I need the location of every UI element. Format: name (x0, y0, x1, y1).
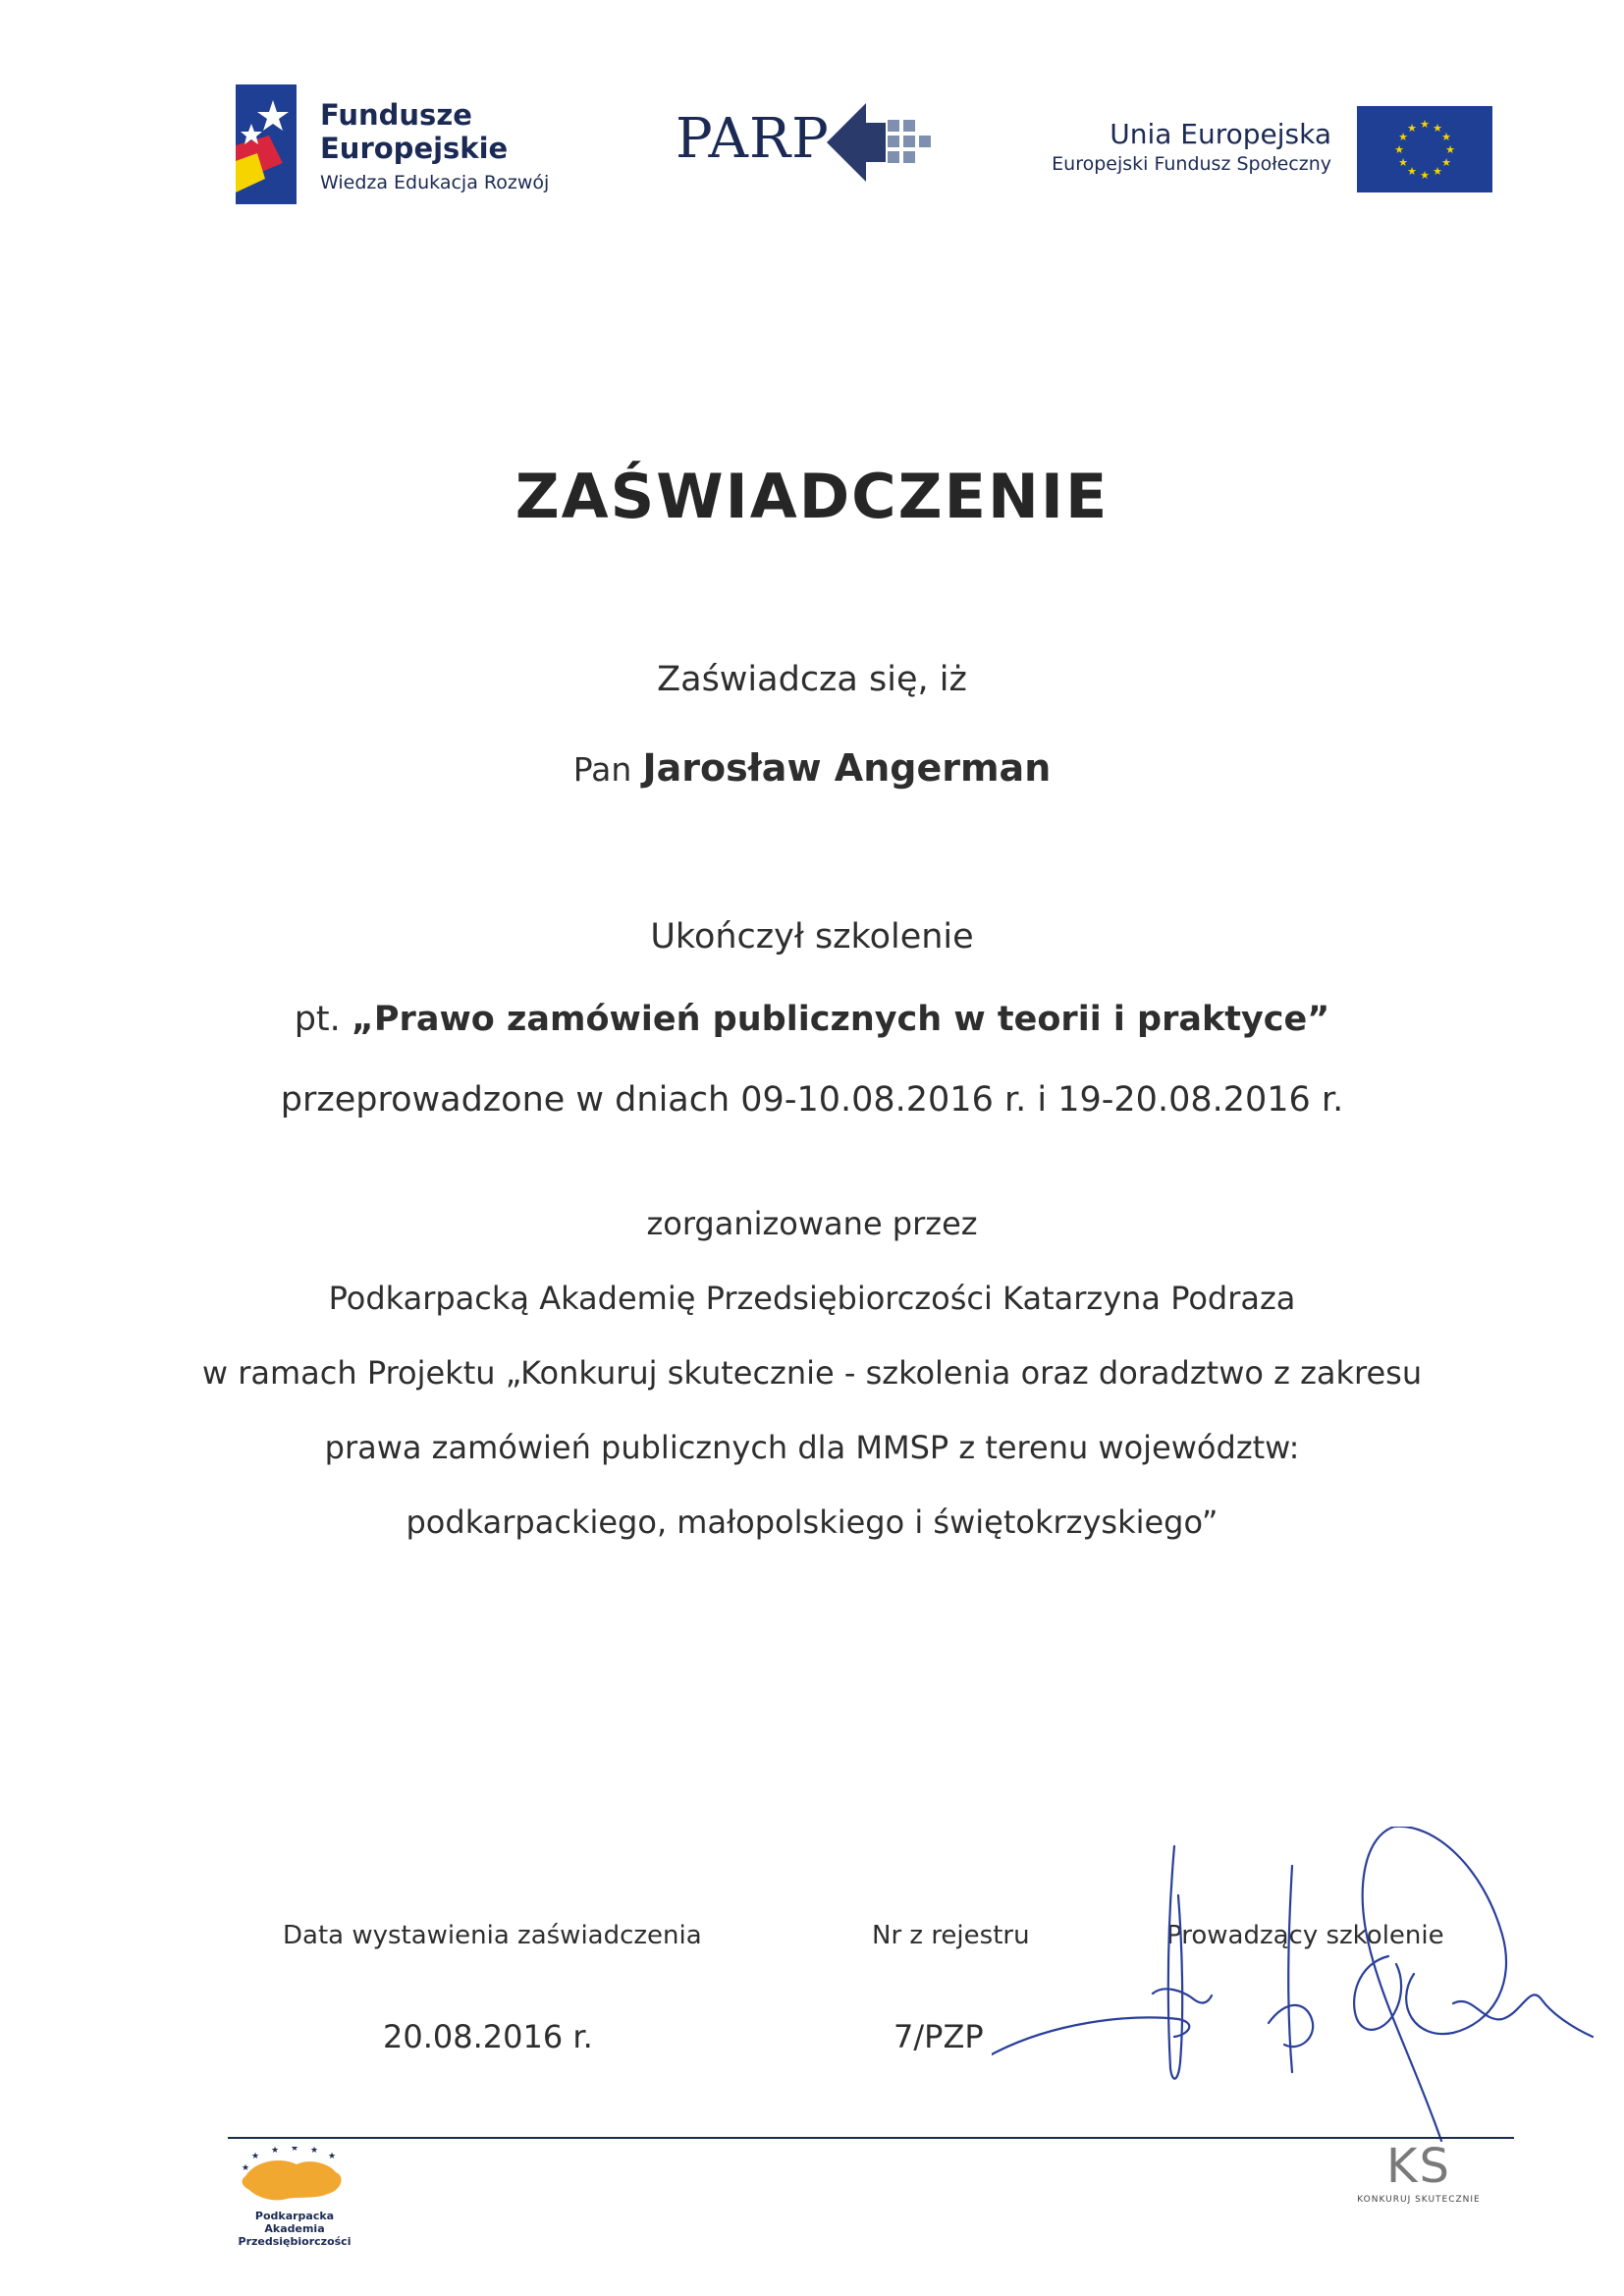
svg-text:★: ★ (1407, 165, 1417, 178)
svg-text:★: ★ (1441, 131, 1451, 143)
issue-date-label: Data wystawienia zaświadczenia (283, 1921, 702, 1950)
parp-logo-text: PARP (676, 107, 830, 171)
ks-logo-mark: KS (1386, 2139, 1451, 2194)
eu-flag-icon (1357, 106, 1492, 192)
svg-text:★: ★ (309, 2147, 319, 2156)
pap-logo-line1: Podkarpacka Akademia (254, 2210, 335, 2235)
fundusze-line1: Fundusze (320, 98, 472, 132)
fundusze-europejskie-text (320, 98, 575, 196)
svg-text:★: ★ (250, 2152, 260, 2161)
svg-text:★: ★ (1398, 131, 1408, 143)
svg-text:★: ★ (1445, 143, 1455, 156)
project-line-2: prawa zamówień publicznych dla MMSP z terenu województw: (324, 1429, 1300, 1466)
footer-divider (228, 2137, 1514, 2139)
svg-text:★: ★ (1433, 165, 1442, 178)
course-title: „Prawo zamówień publicznych w teorii i praktyce” (351, 1000, 1330, 1039)
podkarpacka-akademia-logo (226, 2147, 363, 2248)
issue-date-value: 20.08.2016 r. (383, 2018, 593, 2055)
svg-text:★: ★ (1398, 156, 1408, 169)
recipient-name: Jarosław Angerman (642, 746, 1052, 790)
svg-text:★: ★ (1433, 122, 1442, 135)
signature-icon (992, 1827, 1600, 2151)
fundusze-europejskie-emblem-icon (236, 84, 297, 204)
trainer-label: Prowadzący szkolenie (1166, 1921, 1444, 1950)
project-line-1: w ramach Projektu „Konkuruj skutecznie - szkolenia oraz doradztwo z zakresu (201, 1354, 1423, 1392)
ue-text (1011, 118, 1331, 177)
certificate-intro: Zaświadcza się, iż (657, 660, 967, 699)
svg-text:★: ★ (1407, 122, 1417, 135)
project-line-3: podkarpackiego, małopolskiego i świętokrzyskiego” (406, 1503, 1218, 1541)
svg-text:★: ★ (1420, 169, 1430, 182)
svg-text:★: ★ (1441, 156, 1451, 169)
certificate-title: ZAŚWIADCZENIE (514, 461, 1110, 532)
ks-logo-text: KONKURUJ SKUTECZNIE (1357, 2195, 1481, 2205)
trainer-signature (992, 1827, 1600, 2151)
organizer-name: Podkarpacką Akademię Przedsiębiorczości Katarzyna Podraza (328, 1280, 1296, 1317)
parp-arrow-icon (827, 98, 935, 187)
course-dates: przeprowadzone w dniach 09-10.08.2016 r. i 19-20.08.2016 r. (280, 1080, 1344, 1120)
eu-flag (1357, 106, 1492, 192)
course-prefix: pt. (294, 1000, 341, 1039)
europe-map-icon (226, 2147, 363, 2206)
ue-subtitle: Europejski Fundusz Społeczny (1052, 153, 1331, 175)
svg-text:★: ★ (1420, 118, 1430, 131)
recipient-line (0, 746, 1624, 792)
parp-logo (827, 98, 935, 187)
register-value: 7/PZP (893, 2018, 984, 2055)
ue-title: Unia Europejska (1110, 118, 1331, 150)
fundusze-subtitle: Wiedza Edukacja Rozwój (320, 172, 550, 193)
register-label: Nr z rejestru (872, 1921, 1030, 1950)
svg-text:★: ★ (1394, 143, 1404, 156)
fundusze-europejskie-logo (236, 84, 297, 204)
svg-text:★: ★ (241, 2163, 250, 2173)
konkuruj-skutecznie-logo (1335, 2141, 1502, 2215)
svg-text:★: ★ (327, 2152, 337, 2161)
recipient-honorific: Pan (572, 750, 632, 789)
svg-text:★: ★ (290, 2147, 299, 2154)
fundusze-line2: Europejskie (320, 132, 509, 165)
completed-text: Ukończył szkolenie (650, 917, 974, 957)
pap-logo-line2: Przedsiębiorczości (238, 2235, 352, 2248)
svg-text:★: ★ (270, 2147, 280, 2156)
organized-by: zorganizowane przez (646, 1205, 978, 1242)
course-line (0, 998, 1624, 1041)
